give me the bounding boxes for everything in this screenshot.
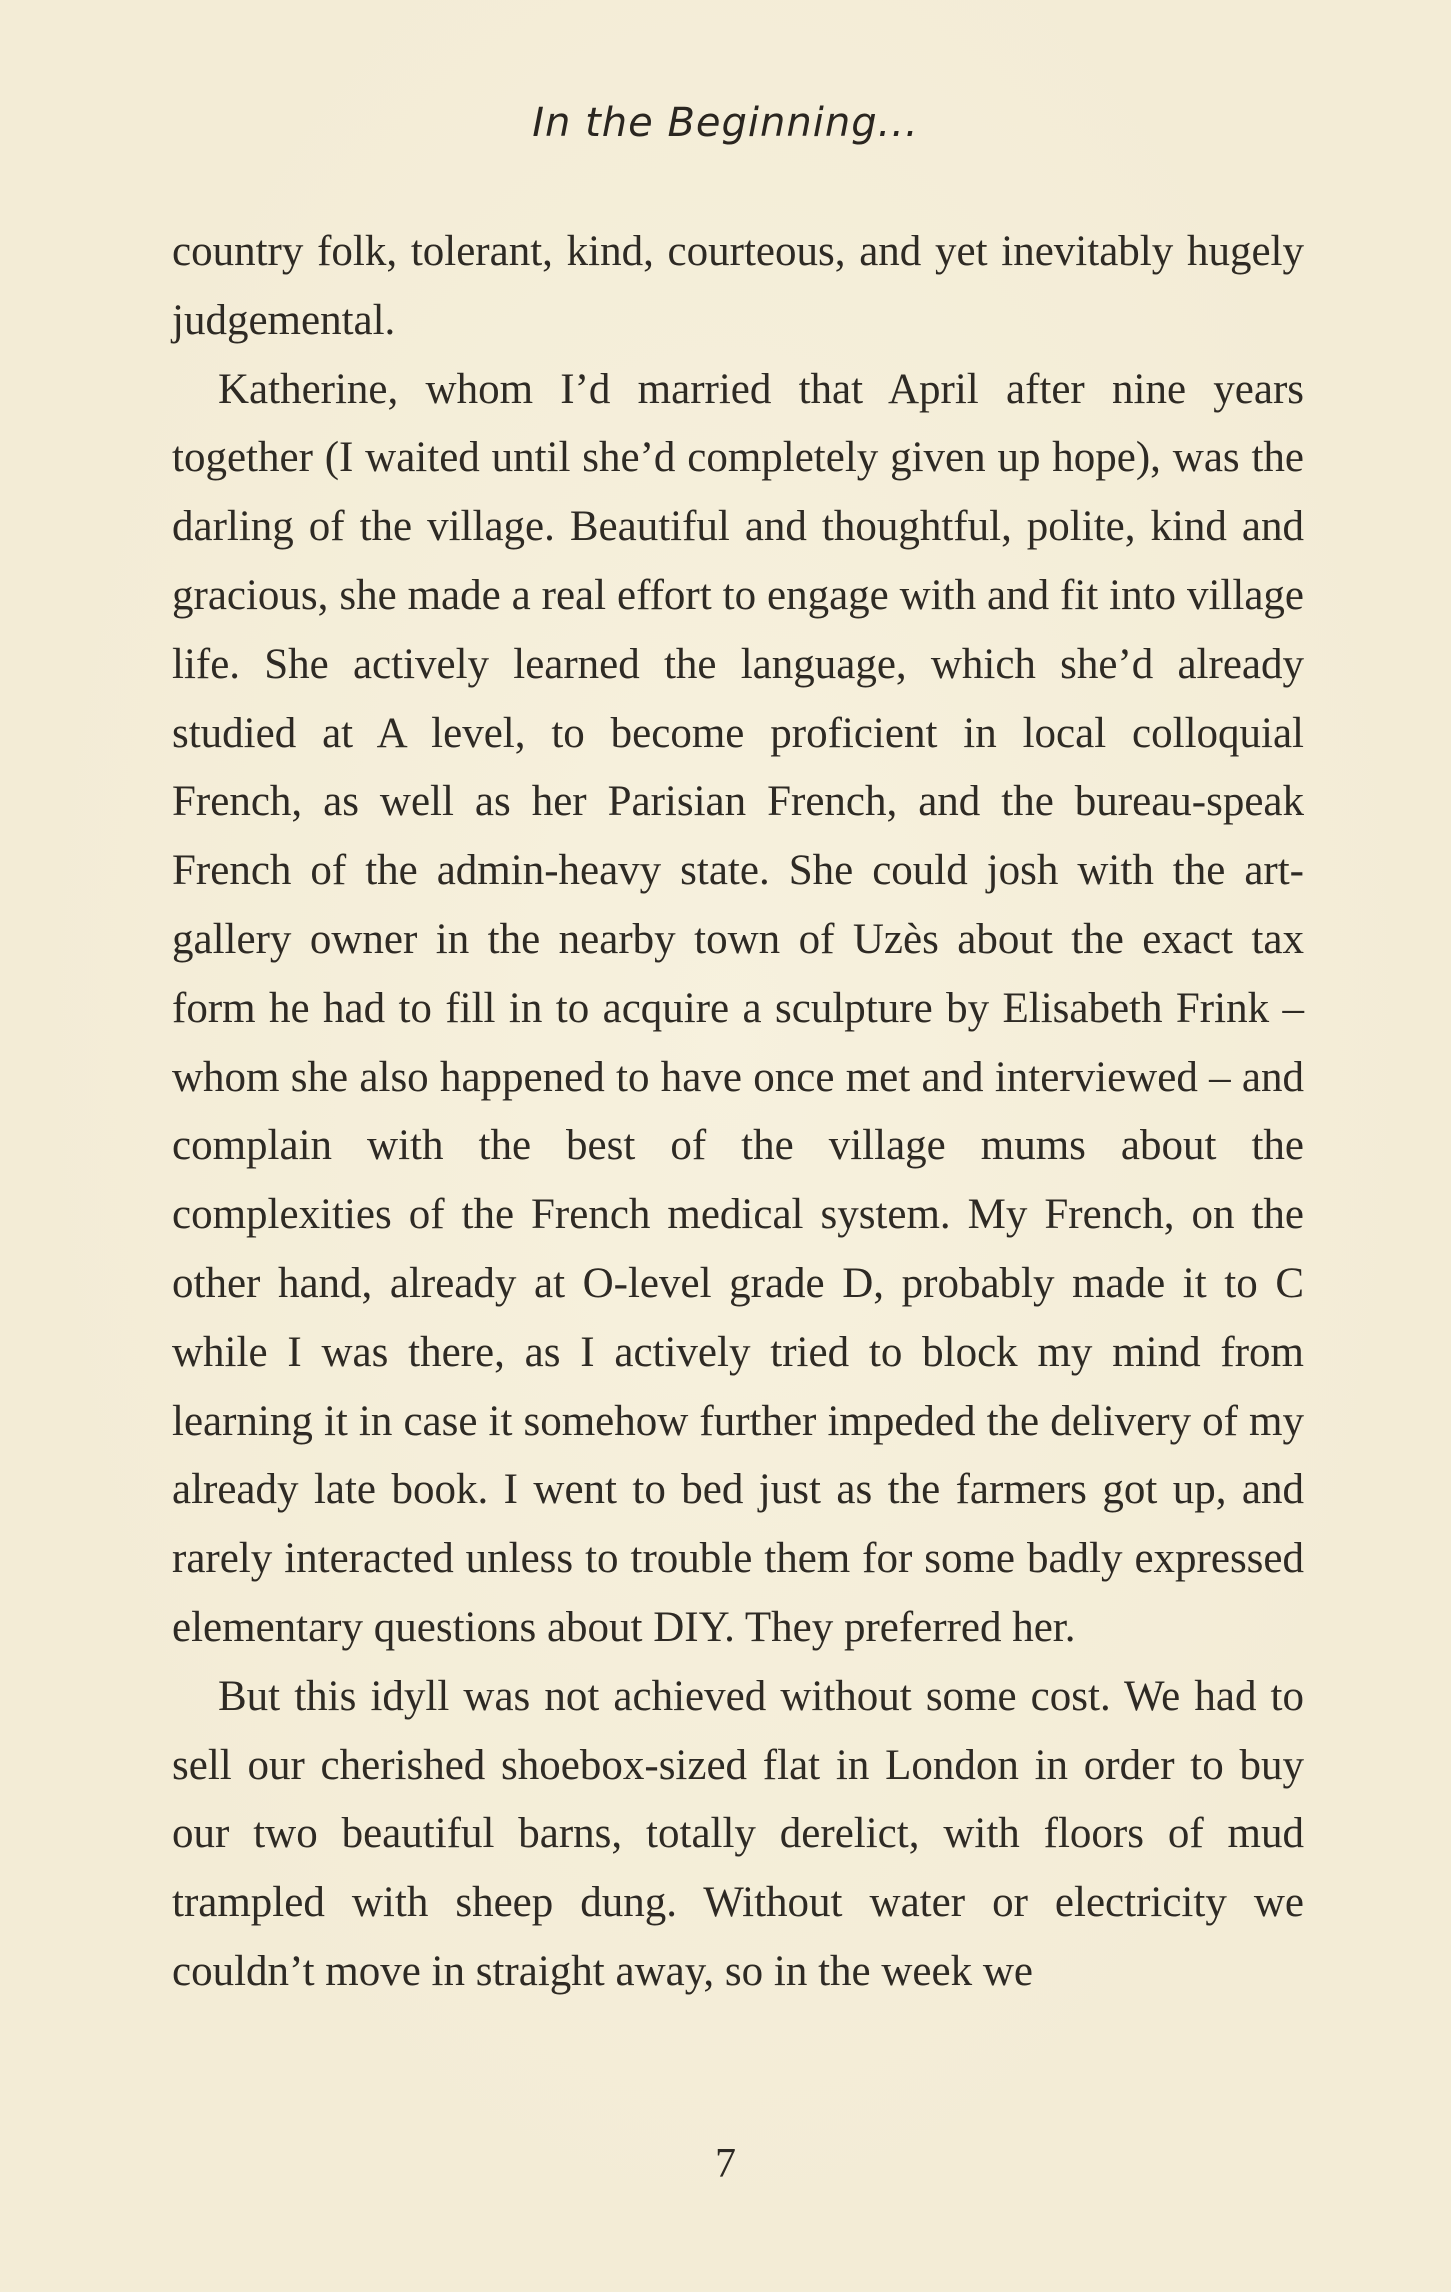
paragraph-continued: country folk, tolerant, kind, courteous, and yet inevitably hugely judgemental. xyxy=(172,228,1304,344)
page-number: 7 xyxy=(715,2141,736,2187)
body-text xyxy=(172,218,1304,2007)
running-head: In the Beginning... xyxy=(532,100,919,146)
paragraph-idyll: But this idyll was not achieved without some cost. We had to sell our cherished shoebox-sized flat in London in order to buy our two beautiful barns, totally derelict, with floors of mud trampled with sheep dung. Without water or electricity we couldn’t move in straight away, so in the week we xyxy=(172,1672,1304,1995)
paragraph-katherine: Katherine, whom I’d married that April after nine years together (I waited until she’d completely given up hope), was the darling of the village. Beautiful and thoughtful, polite, kind and gracious, she made a real effort to engage with and fit into village life. She actively learned the language, which she’d already studied at A level, to become proficient in local colloquial French, as well as her Parisian French, and the bureau-speak French of the admin-heavy state. She could josh with the art-gallery owner in the nearby town of Uzès about the exact tax form he had to fill in to acquire a sculpture by Elisabeth Frink – whom she also happened to have once met and interviewed – and complain with the best of the village mums about the complexities of the French medical system. My French, on the other hand, already at O-level grade D, probably made it to C while I was there, as I actively tried to block my mind from learning it in case it somehow further impeded the delivery of my already late book. I went to bed just as the farmers got up, and rarely interacted unless to trouble them for some badly expressed elementary questions about DIY. They preferred her. xyxy=(172,365,1304,1651)
